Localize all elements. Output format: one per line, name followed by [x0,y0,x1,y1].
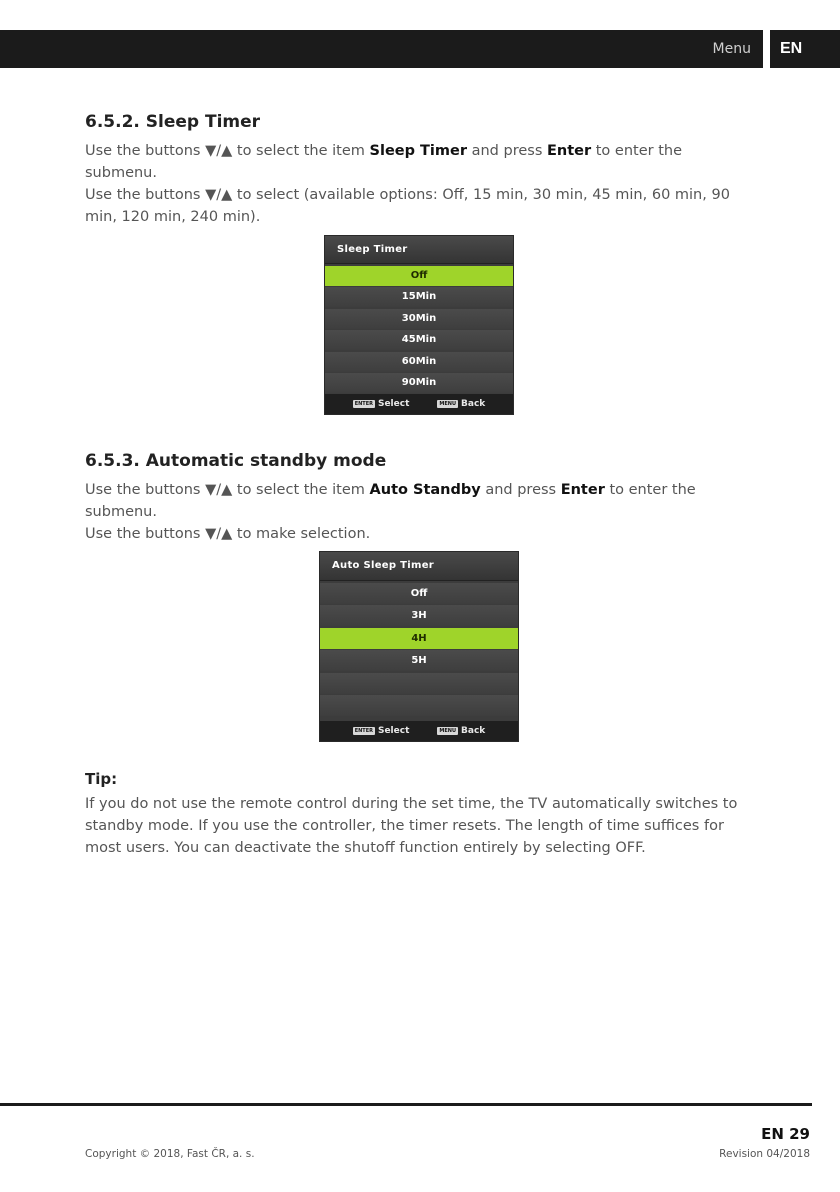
menu-option[interactable]: 3H [320,605,518,626]
section-heading-auto-standby: 6.5.3. Automatic standby mode [85,451,387,471]
auto-sleep-timer-menu-title: Auto Sleep Timer [320,552,518,581]
menu-option[interactable]: 4H [320,628,518,649]
auto-standby-paragraph-1: Use the buttons ▼/▲ to select the item Auto Standby and press Enter to enter the submenu. [85,482,696,520]
footer-divider [0,1103,812,1106]
bold-enter: Enter [560,482,605,498]
language-badge: EN [770,30,840,68]
menu-option[interactable]: 30Min [325,309,513,329]
sleep-timer-paragraph-1: Use the buttons ▼/▲ to select the item Sleep Timer and press Enter to enter the submenu. [85,143,682,181]
back-hint: MENU Back [439,399,486,409]
enter-key-icon: ENTER [354,727,373,734]
sleep-timer-menu-title: Sleep Timer [325,236,513,264]
menu-key-icon: MENU [439,727,457,734]
menu-option[interactable]: 15Min [325,287,513,307]
auto-sleep-timer-menu [320,552,518,741]
auto-standby-paragraph-2: Use the buttons ▼/▲ to make selection. [85,526,371,542]
select-hint: ENTER Select [354,399,410,409]
back-hint: MENU Back [439,726,486,736]
enter-key-icon: ENTER [354,400,373,407]
menu-option[interactable]: 90Min [325,373,513,393]
menu-option[interactable]: 60Min [325,352,513,372]
auto-sleep-timer-menu-options [320,583,518,717]
copyright-text: Copyright © 2018, Fast ČR, a. s. [85,1148,255,1160]
menu-option[interactable] [320,695,518,716]
menu-option[interactable]: 5H [320,650,518,671]
bold-enter: Enter [546,143,592,159]
menu-key-icon: MENU [439,400,457,407]
sleep-timer-menu [325,236,513,414]
menu-option[interactable]: Off [325,266,513,286]
menu-option[interactable]: 45Min [325,330,513,350]
sleep-timer-menu-options [325,266,513,394]
tip-title: Tip: [85,770,118,788]
header-section-label: Menu [712,41,751,57]
auto-sleep-timer-menu-footer [320,721,518,741]
sleep-timer-paragraph-2: Use the buttons ▼/▲ to select (available options: Off, 15 min, 30 min, 45 min, 60 min, 90 min, 120 min, 240 min). [85,187,730,225]
bold-sleep-timer: Sleep Timer [369,143,467,159]
select-hint: ENTER Select [354,726,410,736]
page-number: EN 29 [761,1125,810,1143]
header-bar [0,30,763,68]
tip-text: If you do not use the remote control during the set time, the TV automatically switches to standby mode. If you use the controller, the timer resets. The length of time suffices for most users. You can deactivate the shutoff function entirely by selecting OFF. [85,796,738,856]
menu-option[interactable] [320,673,518,694]
revision-text: Revision 04/2018 [719,1148,810,1160]
section-heading-sleep-timer: 6.5.2. Sleep Timer [85,112,261,132]
menu-option[interactable]: Off [320,583,518,604]
sleep-timer-menu-footer [325,394,513,414]
bold-auto-standby: Auto Standby [369,482,481,498]
